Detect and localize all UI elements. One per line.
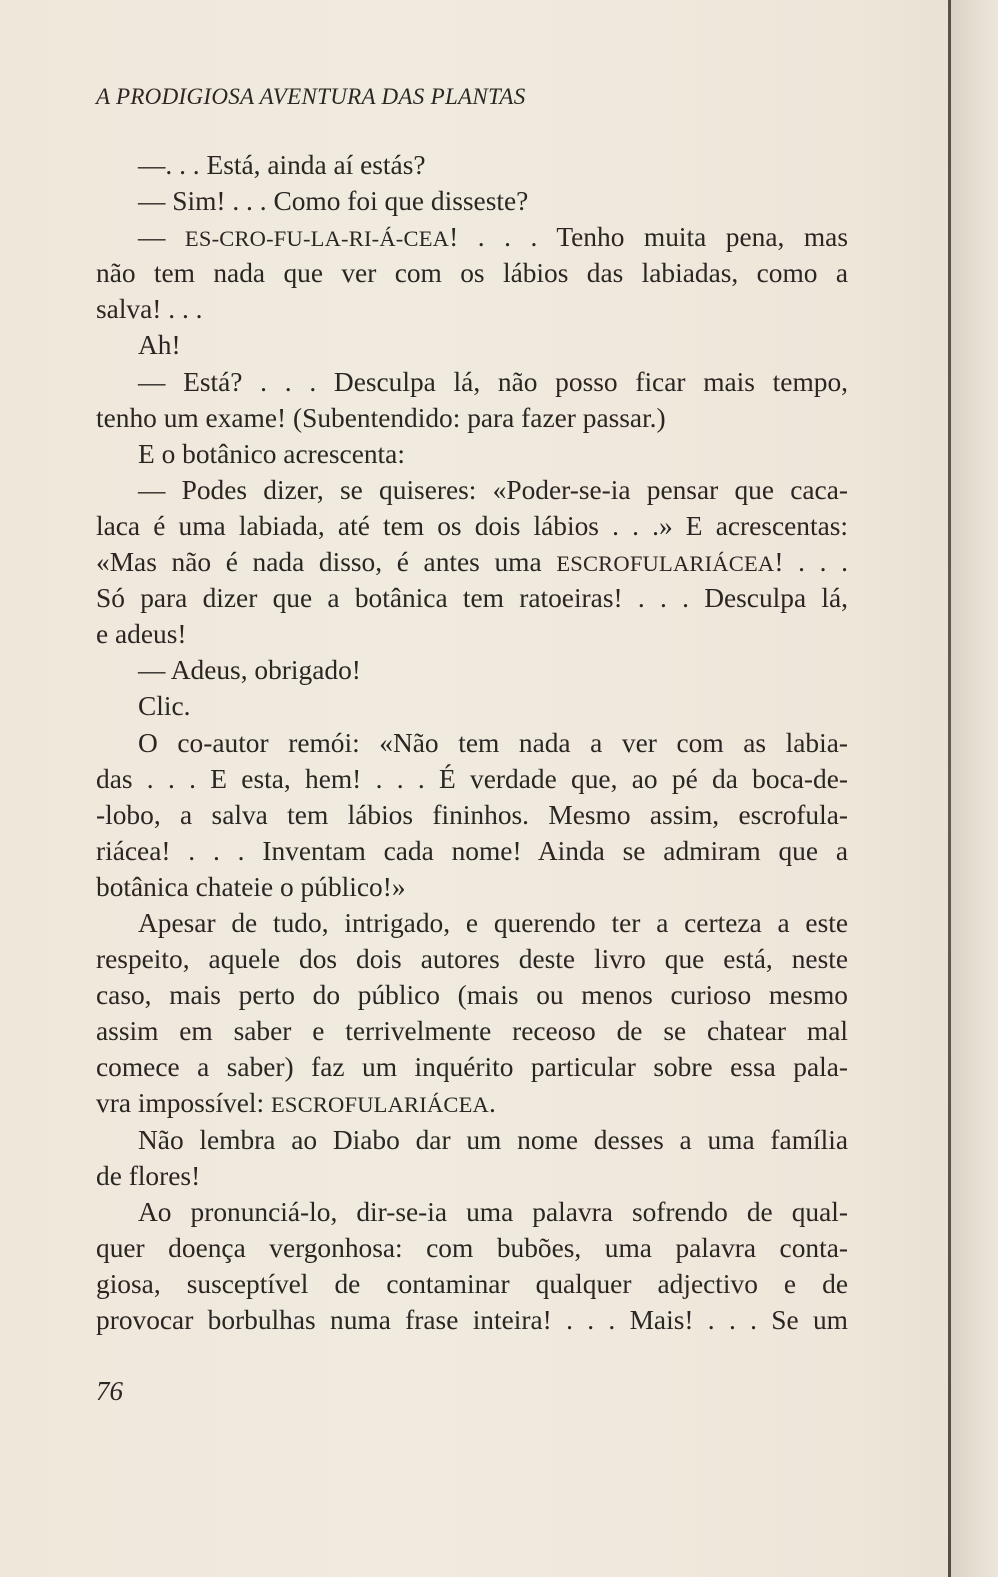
- text-line: tenho um exame! (Subentendido: para fazer passar.): [96, 402, 666, 433]
- text-line: [96, 219, 848, 255]
- text-line: — Podes dizer, se quiseres: «Poder-se-ia pensar que caca-: [138, 474, 848, 505]
- running-head: A PRODIGIOSA AVENTURA DAS PLANTAS: [96, 84, 526, 109]
- text-segment: ! . . . Tenho muita pena, mas: [449, 222, 848, 253]
- text-line: caso, mais perto do público (mais ou menos curioso mesmo: [96, 980, 848, 1011]
- text-line: [96, 544, 848, 580]
- text-segment: vra impossível:: [96, 1088, 271, 1119]
- text-line: salva! . . .: [96, 294, 203, 325]
- body-text: [96, 147, 848, 1338]
- text-line: não tem nada que ver com os lábios das labiadas, como a: [96, 258, 848, 289]
- small-caps-word: ESCROFULARIÁCEA: [556, 551, 775, 577]
- text-line: Clic.: [138, 691, 191, 722]
- text-line: de flores!: [96, 1160, 201, 1191]
- text-line: laca é uma labiada, até tem os dois lábios . . .» E acrescentas:: [96, 510, 848, 541]
- text-line: Apesar de tudo, intrigado, e querendo ter a certeza a este: [138, 907, 848, 938]
- text-line: —. . . Está, ainda aí estás?: [138, 150, 426, 180]
- text-segment: —: [138, 222, 185, 253]
- text-line: e adeus!: [96, 619, 187, 650]
- text-segment: ! . . .: [774, 547, 848, 578]
- small-caps-word: ES-CRO-FU-LA-RI-Á-CEA: [184, 226, 450, 252]
- text-line: respeito, aquele dos dois autores deste livro que está, neste: [96, 944, 848, 975]
- text-segment: «Mas não é nada disso, é antes uma: [96, 547, 557, 578]
- text-line: riácea! . . . Inventam cada nome! Ainda se admiram que a: [96, 835, 848, 866]
- text-line: quer doença vergonhosa: com bubões, uma palavra conta-: [96, 1232, 848, 1263]
- text-line: Só para dizer que a botânica tem ratoeiras! . . . Desculpa lá,: [96, 583, 848, 614]
- text-line: das . . . E esta, hem! . . . É verdade que, ao pé da boca-de-: [96, 763, 848, 794]
- small-caps-word: ESCROFULARIÁCEA: [270, 1092, 490, 1118]
- text-line: Ah!: [138, 330, 181, 361]
- text-line: giosa, susceptível de contaminar qualquer adjectivo e de: [96, 1268, 848, 1299]
- text-line: assim em saber e terrivelmente receoso de se chatear mal: [96, 1016, 848, 1047]
- text-line: — Sim! . . . Como foi que disseste?: [138, 186, 529, 217]
- text-line: Não lembra ao Diabo dar um nome desses a uma família: [138, 1124, 848, 1155]
- text-line: E o botânico acrescenta:: [138, 438, 405, 469]
- text-line: comece a saber) faz um inquérito particular sobre essa pala-: [96, 1052, 848, 1083]
- text-line: [96, 1085, 848, 1121]
- text-line: provocar borbulhas numa frase inteira! . . . Mais! . . . Se um: [96, 1305, 848, 1335]
- text-line: O co-autor remói: «Não tem nada a ver com as labia-: [138, 727, 848, 758]
- text-line: Ao pronunciá-lo, dir-se-ia uma palavra sofrendo de qual-: [138, 1196, 848, 1227]
- page-gutter-shadow: [951, 0, 998, 1577]
- text-line: — Está? . . . Desculpa lá, não posso ficar mais tempo,: [138, 366, 848, 397]
- text-line: -lobo, a salva tem lábios fininhos. Mesmo assim, escrofula-: [96, 799, 848, 830]
- text-segment: .: [489, 1088, 496, 1119]
- text-line: — Adeus, obrigado!: [138, 655, 361, 686]
- page-number: 76: [96, 1376, 123, 1406]
- text-line: botânica chateie o público!»: [96, 871, 406, 902]
